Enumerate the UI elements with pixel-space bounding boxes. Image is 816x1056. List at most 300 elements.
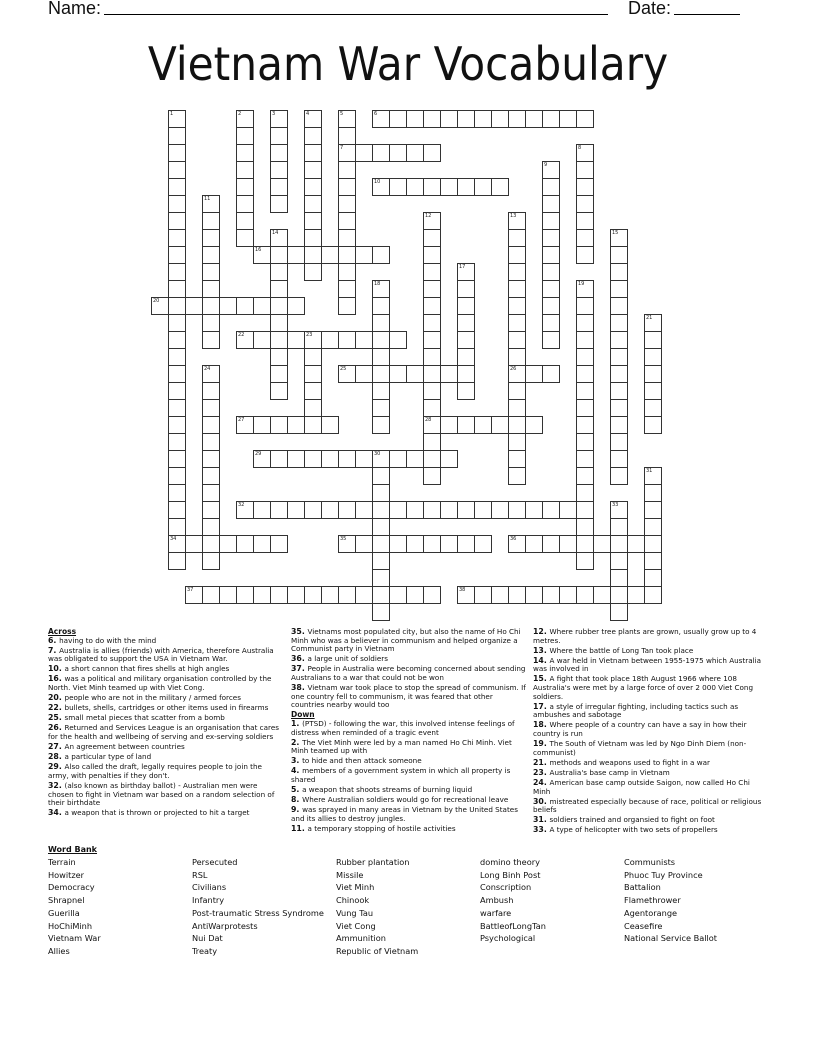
grid-cell[interactable] [542, 110, 560, 128]
grid-cell[interactable] [406, 365, 424, 383]
grid-cell[interactable] [355, 365, 373, 383]
grid-cell[interactable] [610, 314, 628, 332]
grid-cell[interactable] [576, 535, 594, 553]
grid-cell[interactable] [389, 144, 407, 162]
grid-cell[interactable] [423, 467, 441, 485]
grid-cell[interactable] [491, 110, 509, 128]
grid-cell[interactable] [304, 348, 322, 366]
grid-cell[interactable] [389, 501, 407, 519]
grid-cell[interactable] [559, 535, 577, 553]
grid-cell[interactable] [644, 382, 662, 400]
grid-cell[interactable] [423, 348, 441, 366]
grid-cell[interactable] [236, 127, 254, 145]
grid-cell[interactable] [576, 280, 594, 298]
grid-cell[interactable] [372, 144, 390, 162]
grid-cell[interactable] [525, 110, 543, 128]
grid-cell[interactable] [168, 365, 186, 383]
grid-cell[interactable] [372, 280, 390, 298]
grid-cell[interactable] [338, 501, 356, 519]
grid-cell[interactable] [423, 280, 441, 298]
grid-cell[interactable] [355, 331, 373, 349]
grid-cell[interactable] [627, 586, 645, 604]
grid-cell[interactable] [423, 331, 441, 349]
grid-cell[interactable] [644, 535, 662, 553]
grid-cell[interactable] [287, 586, 305, 604]
grid-cell[interactable] [644, 552, 662, 570]
grid-cell[interactable] [508, 586, 526, 604]
grid-cell[interactable] [576, 314, 594, 332]
grid-cell[interactable] [457, 178, 475, 196]
grid-cell[interactable] [338, 229, 356, 247]
grid-cell[interactable] [389, 365, 407, 383]
grid-cell[interactable] [168, 229, 186, 247]
grid-cell[interactable] [270, 416, 288, 434]
grid-cell[interactable] [304, 501, 322, 519]
grid-cell[interactable] [610, 348, 628, 366]
grid-cell[interactable] [270, 229, 288, 247]
grid-cell[interactable] [168, 552, 186, 570]
grid-cell[interactable] [525, 535, 543, 553]
grid-cell[interactable] [440, 110, 458, 128]
grid-cell[interactable] [270, 297, 288, 315]
grid-cell[interactable] [644, 314, 662, 332]
grid-cell[interactable] [542, 501, 560, 519]
grid-cell[interactable] [270, 348, 288, 366]
grid-cell[interactable] [508, 467, 526, 485]
grid-cell[interactable] [508, 416, 526, 434]
grid-cell[interactable] [610, 331, 628, 349]
grid-cell[interactable] [202, 518, 220, 536]
grid-cell[interactable] [185, 586, 203, 604]
grid-cell[interactable] [304, 399, 322, 417]
grid-cell[interactable] [644, 365, 662, 383]
grid-cell[interactable] [423, 246, 441, 264]
grid-cell[interactable] [423, 178, 441, 196]
grid-cell[interactable] [202, 246, 220, 264]
grid-cell[interactable] [576, 212, 594, 230]
grid-cell[interactable] [542, 195, 560, 213]
grid-cell[interactable] [372, 348, 390, 366]
grid-cell[interactable] [508, 212, 526, 230]
grid-cell[interactable] [287, 416, 305, 434]
grid-cell[interactable] [610, 416, 628, 434]
grid-cell[interactable] [559, 110, 577, 128]
grid-cell[interactable] [372, 297, 390, 315]
grid-cell[interactable] [440, 416, 458, 434]
grid-cell[interactable] [304, 127, 322, 145]
grid-cell[interactable] [406, 501, 424, 519]
grid-cell[interactable] [644, 416, 662, 434]
grid-cell[interactable] [474, 501, 492, 519]
grid-cell[interactable] [576, 501, 594, 519]
grid-cell[interactable] [576, 297, 594, 315]
grid-cell[interactable] [389, 450, 407, 468]
grid-cell[interactable] [202, 365, 220, 383]
grid-cell[interactable] [542, 365, 560, 383]
grid-cell[interactable] [525, 501, 543, 519]
grid-cell[interactable] [338, 263, 356, 281]
grid-cell[interactable] [270, 280, 288, 298]
grid-cell[interactable] [236, 297, 254, 315]
grid-cell[interactable] [168, 348, 186, 366]
grid-cell[interactable] [270, 314, 288, 332]
grid-cell[interactable] [423, 399, 441, 417]
grid-cell[interactable] [304, 212, 322, 230]
grid-cell[interactable] [168, 484, 186, 502]
grid-cell[interactable] [372, 331, 390, 349]
grid-cell[interactable] [304, 110, 322, 128]
grid-cell[interactable] [168, 331, 186, 349]
grid-cell[interactable] [253, 297, 271, 315]
grid-cell[interactable] [457, 501, 475, 519]
grid-cell[interactable] [542, 314, 560, 332]
grid-cell[interactable] [168, 195, 186, 213]
grid-cell[interactable] [406, 450, 424, 468]
grid-cell[interactable] [202, 535, 220, 553]
grid-cell[interactable] [321, 450, 339, 468]
grid-cell[interactable] [168, 535, 186, 553]
grid-cell[interactable] [440, 450, 458, 468]
grid-cell[interactable] [610, 535, 628, 553]
grid-cell[interactable] [236, 110, 254, 128]
grid-cell[interactable] [372, 110, 390, 128]
grid-cell[interactable] [389, 586, 407, 604]
grid-cell[interactable] [321, 416, 339, 434]
grid-cell[interactable] [525, 365, 543, 383]
grid-cell[interactable] [287, 331, 305, 349]
grid-cell[interactable] [355, 535, 373, 553]
grid-cell[interactable] [202, 195, 220, 213]
grid-cell[interactable] [576, 382, 594, 400]
grid-cell[interactable] [508, 314, 526, 332]
grid-cell[interactable] [168, 450, 186, 468]
grid-cell[interactable] [372, 382, 390, 400]
grid-cell[interactable] [389, 331, 407, 349]
grid-cell[interactable] [372, 467, 390, 485]
grid-cell[interactable] [202, 484, 220, 502]
grid-cell[interactable] [236, 535, 254, 553]
grid-cell[interactable] [423, 535, 441, 553]
grid-cell[interactable] [576, 467, 594, 485]
grid-cell[interactable] [457, 586, 475, 604]
grid-cell[interactable] [338, 331, 356, 349]
grid-cell[interactable] [236, 178, 254, 196]
grid-cell[interactable] [610, 450, 628, 468]
grid-cell[interactable] [338, 280, 356, 298]
grid-cell[interactable] [270, 331, 288, 349]
grid-cell[interactable] [627, 535, 645, 553]
grid-cell[interactable] [355, 501, 373, 519]
grid-cell[interactable] [508, 348, 526, 366]
grid-cell[interactable] [610, 382, 628, 400]
grid-cell[interactable] [423, 297, 441, 315]
grid-cell[interactable] [270, 450, 288, 468]
grid-cell[interactable] [576, 229, 594, 247]
grid-cell[interactable] [304, 246, 322, 264]
grid-cell[interactable] [202, 552, 220, 570]
grid-cell[interactable] [389, 178, 407, 196]
grid-cell[interactable] [610, 433, 628, 451]
grid-cell[interactable] [508, 365, 526, 383]
grid-cell[interactable] [542, 263, 560, 281]
grid-cell[interactable] [168, 467, 186, 485]
grid-cell[interactable] [338, 127, 356, 145]
grid-cell[interactable] [491, 586, 509, 604]
grid-cell[interactable] [270, 246, 288, 264]
grid-cell[interactable] [644, 331, 662, 349]
grid-cell[interactable] [287, 450, 305, 468]
grid-cell[interactable] [304, 331, 322, 349]
grid-cell[interactable] [355, 450, 373, 468]
grid-cell[interactable] [576, 433, 594, 451]
grid-cell[interactable] [389, 110, 407, 128]
grid-cell[interactable] [270, 382, 288, 400]
grid-cell[interactable] [168, 501, 186, 519]
grid-cell[interactable] [457, 535, 475, 553]
grid-cell[interactable] [338, 110, 356, 128]
grid-cell[interactable] [253, 246, 271, 264]
grid-cell[interactable] [406, 144, 424, 162]
grid-cell[interactable] [270, 144, 288, 162]
grid-cell[interactable] [423, 144, 441, 162]
grid-cell[interactable] [372, 246, 390, 264]
grid-cell[interactable] [304, 416, 322, 434]
grid-cell[interactable] [168, 212, 186, 230]
grid-cell[interactable] [202, 263, 220, 281]
grid-cell[interactable] [202, 501, 220, 519]
grid-cell[interactable] [253, 450, 271, 468]
grid-cell[interactable] [304, 161, 322, 179]
grid-cell[interactable] [576, 518, 594, 536]
grid-cell[interactable] [202, 280, 220, 298]
grid-cell[interactable] [304, 263, 322, 281]
grid-cell[interactable] [542, 535, 560, 553]
grid-cell[interactable] [474, 416, 492, 434]
grid-cell[interactable] [372, 365, 390, 383]
grid-cell[interactable] [644, 569, 662, 587]
grid-cell[interactable] [542, 212, 560, 230]
grid-cell[interactable] [593, 535, 611, 553]
grid-cell[interactable] [372, 399, 390, 417]
grid-cell[interactable] [508, 229, 526, 247]
grid-cell[interactable] [542, 297, 560, 315]
grid-cell[interactable] [474, 535, 492, 553]
grid-cell[interactable] [321, 246, 339, 264]
grid-cell[interactable] [372, 586, 390, 604]
grid-cell[interactable] [610, 569, 628, 587]
grid-cell[interactable] [287, 501, 305, 519]
grid-cell[interactable] [219, 297, 237, 315]
grid-cell[interactable] [355, 144, 373, 162]
grid-cell[interactable] [168, 297, 186, 315]
grid-cell[interactable] [236, 161, 254, 179]
grid-cell[interactable] [372, 450, 390, 468]
grid-cell[interactable] [474, 110, 492, 128]
grid-cell[interactable] [423, 263, 441, 281]
grid-cell[interactable] [542, 178, 560, 196]
grid-cell[interactable] [338, 246, 356, 264]
grid-cell[interactable] [576, 331, 594, 349]
grid-cell[interactable] [440, 178, 458, 196]
grid-cell[interactable] [202, 314, 220, 332]
grid-cell[interactable] [491, 178, 509, 196]
grid-cell[interactable] [304, 195, 322, 213]
grid-cell[interactable] [372, 501, 390, 519]
grid-cell[interactable] [270, 365, 288, 383]
grid-cell[interactable] [355, 586, 373, 604]
grid-cell[interactable] [644, 399, 662, 417]
grid-cell[interactable] [168, 246, 186, 264]
grid-cell[interactable] [423, 365, 441, 383]
grid-cell[interactable] [457, 416, 475, 434]
grid-cell[interactable] [270, 195, 288, 213]
grid-cell[interactable] [372, 178, 390, 196]
grid-cell[interactable] [236, 144, 254, 162]
grid-cell[interactable] [576, 195, 594, 213]
grid-cell[interactable] [559, 501, 577, 519]
grid-cell[interactable] [321, 501, 339, 519]
grid-cell[interactable] [236, 229, 254, 247]
grid-cell[interactable] [355, 246, 373, 264]
grid-cell[interactable] [321, 331, 339, 349]
grid-cell[interactable] [372, 552, 390, 570]
grid-cell[interactable] [508, 535, 526, 553]
grid-cell[interactable] [508, 450, 526, 468]
grid-cell[interactable] [610, 501, 628, 519]
grid-cell[interactable] [474, 586, 492, 604]
grid-cell[interactable] [610, 297, 628, 315]
grid-cell[interactable] [576, 586, 594, 604]
grid-cell[interactable] [610, 365, 628, 383]
grid-cell[interactable] [508, 399, 526, 417]
grid-cell[interactable] [457, 365, 475, 383]
grid-cell[interactable] [440, 365, 458, 383]
grid-cell[interactable] [576, 110, 594, 128]
grid-cell[interactable] [253, 331, 271, 349]
grid-cell[interactable] [440, 501, 458, 519]
grid-cell[interactable] [270, 535, 288, 553]
grid-cell[interactable] [389, 535, 407, 553]
grid-cell[interactable] [168, 280, 186, 298]
grid-cell[interactable] [610, 603, 628, 621]
grid-cell[interactable] [168, 161, 186, 179]
grid-cell[interactable] [576, 161, 594, 179]
grid-cell[interactable] [321, 586, 339, 604]
grid-cell[interactable] [185, 535, 203, 553]
grid-cell[interactable] [576, 365, 594, 383]
grid-cell[interactable] [270, 501, 288, 519]
grid-cell[interactable] [576, 348, 594, 366]
grid-cell[interactable] [576, 246, 594, 264]
grid-cell[interactable] [440, 535, 458, 553]
grid-cell[interactable] [202, 399, 220, 417]
grid-cell[interactable] [304, 229, 322, 247]
grid-cell[interactable] [508, 433, 526, 451]
grid-cell[interactable] [423, 212, 441, 230]
grid-cell[interactable] [219, 586, 237, 604]
grid-cell[interactable] [576, 552, 594, 570]
grid-cell[interactable] [287, 297, 305, 315]
grid-cell[interactable] [372, 484, 390, 502]
grid-cell[interactable] [508, 331, 526, 349]
grid-cell[interactable] [542, 229, 560, 247]
grid-cell[interactable] [610, 552, 628, 570]
grid-cell[interactable] [644, 484, 662, 502]
grid-cell[interactable] [338, 586, 356, 604]
grid-cell[interactable] [610, 586, 628, 604]
grid-cell[interactable] [508, 297, 526, 315]
grid-cell[interactable] [304, 144, 322, 162]
grid-cell[interactable] [644, 501, 662, 519]
grid-cell[interactable] [610, 280, 628, 298]
grid-cell[interactable] [423, 501, 441, 519]
grid-cell[interactable] [610, 263, 628, 281]
grid-cell[interactable] [644, 586, 662, 604]
grid-cell[interactable] [202, 382, 220, 400]
grid-cell[interactable] [423, 229, 441, 247]
grid-cell[interactable] [168, 399, 186, 417]
grid-cell[interactable] [270, 110, 288, 128]
grid-cell[interactable] [168, 416, 186, 434]
grid-cell[interactable] [372, 416, 390, 434]
grid-cell[interactable] [457, 263, 475, 281]
grid-cell[interactable] [508, 501, 526, 519]
grid-cell[interactable] [270, 263, 288, 281]
grid-cell[interactable] [270, 586, 288, 604]
grid-cell[interactable] [270, 178, 288, 196]
grid-cell[interactable] [338, 365, 356, 383]
grid-cell[interactable] [202, 433, 220, 451]
grid-cell[interactable] [253, 586, 271, 604]
grid-cell[interactable] [474, 178, 492, 196]
grid-cell[interactable] [304, 450, 322, 468]
grid-cell[interactable] [423, 382, 441, 400]
grid-cell[interactable] [423, 586, 441, 604]
grid-cell[interactable] [610, 518, 628, 536]
grid-cell[interactable] [168, 144, 186, 162]
grid-cell[interactable] [202, 450, 220, 468]
grid-cell[interactable] [508, 263, 526, 281]
grid-cell[interactable] [610, 229, 628, 247]
grid-cell[interactable] [338, 195, 356, 213]
grid-cell[interactable] [168, 110, 186, 128]
grid-cell[interactable] [372, 535, 390, 553]
grid-cell[interactable] [644, 467, 662, 485]
grid-cell[interactable] [372, 569, 390, 587]
grid-cell[interactable] [338, 161, 356, 179]
grid-cell[interactable] [644, 348, 662, 366]
grid-cell[interactable] [202, 416, 220, 434]
grid-cell[interactable] [372, 603, 390, 621]
grid-cell[interactable] [168, 433, 186, 451]
grid-cell[interactable] [457, 280, 475, 298]
grid-cell[interactable] [304, 365, 322, 383]
grid-cell[interactable] [168, 178, 186, 196]
grid-cell[interactable] [576, 484, 594, 502]
grid-cell[interactable] [576, 416, 594, 434]
grid-cell[interactable] [423, 416, 441, 434]
grid-cell[interactable] [491, 416, 509, 434]
grid-cell[interactable] [508, 110, 526, 128]
grid-cell[interactable] [304, 586, 322, 604]
grid-cell[interactable] [304, 178, 322, 196]
grid-cell[interactable] [457, 110, 475, 128]
grid-cell[interactable] [338, 297, 356, 315]
grid-cell[interactable] [542, 161, 560, 179]
grid-cell[interactable] [168, 518, 186, 536]
grid-cell[interactable] [236, 501, 254, 519]
grid-cell[interactable] [406, 110, 424, 128]
